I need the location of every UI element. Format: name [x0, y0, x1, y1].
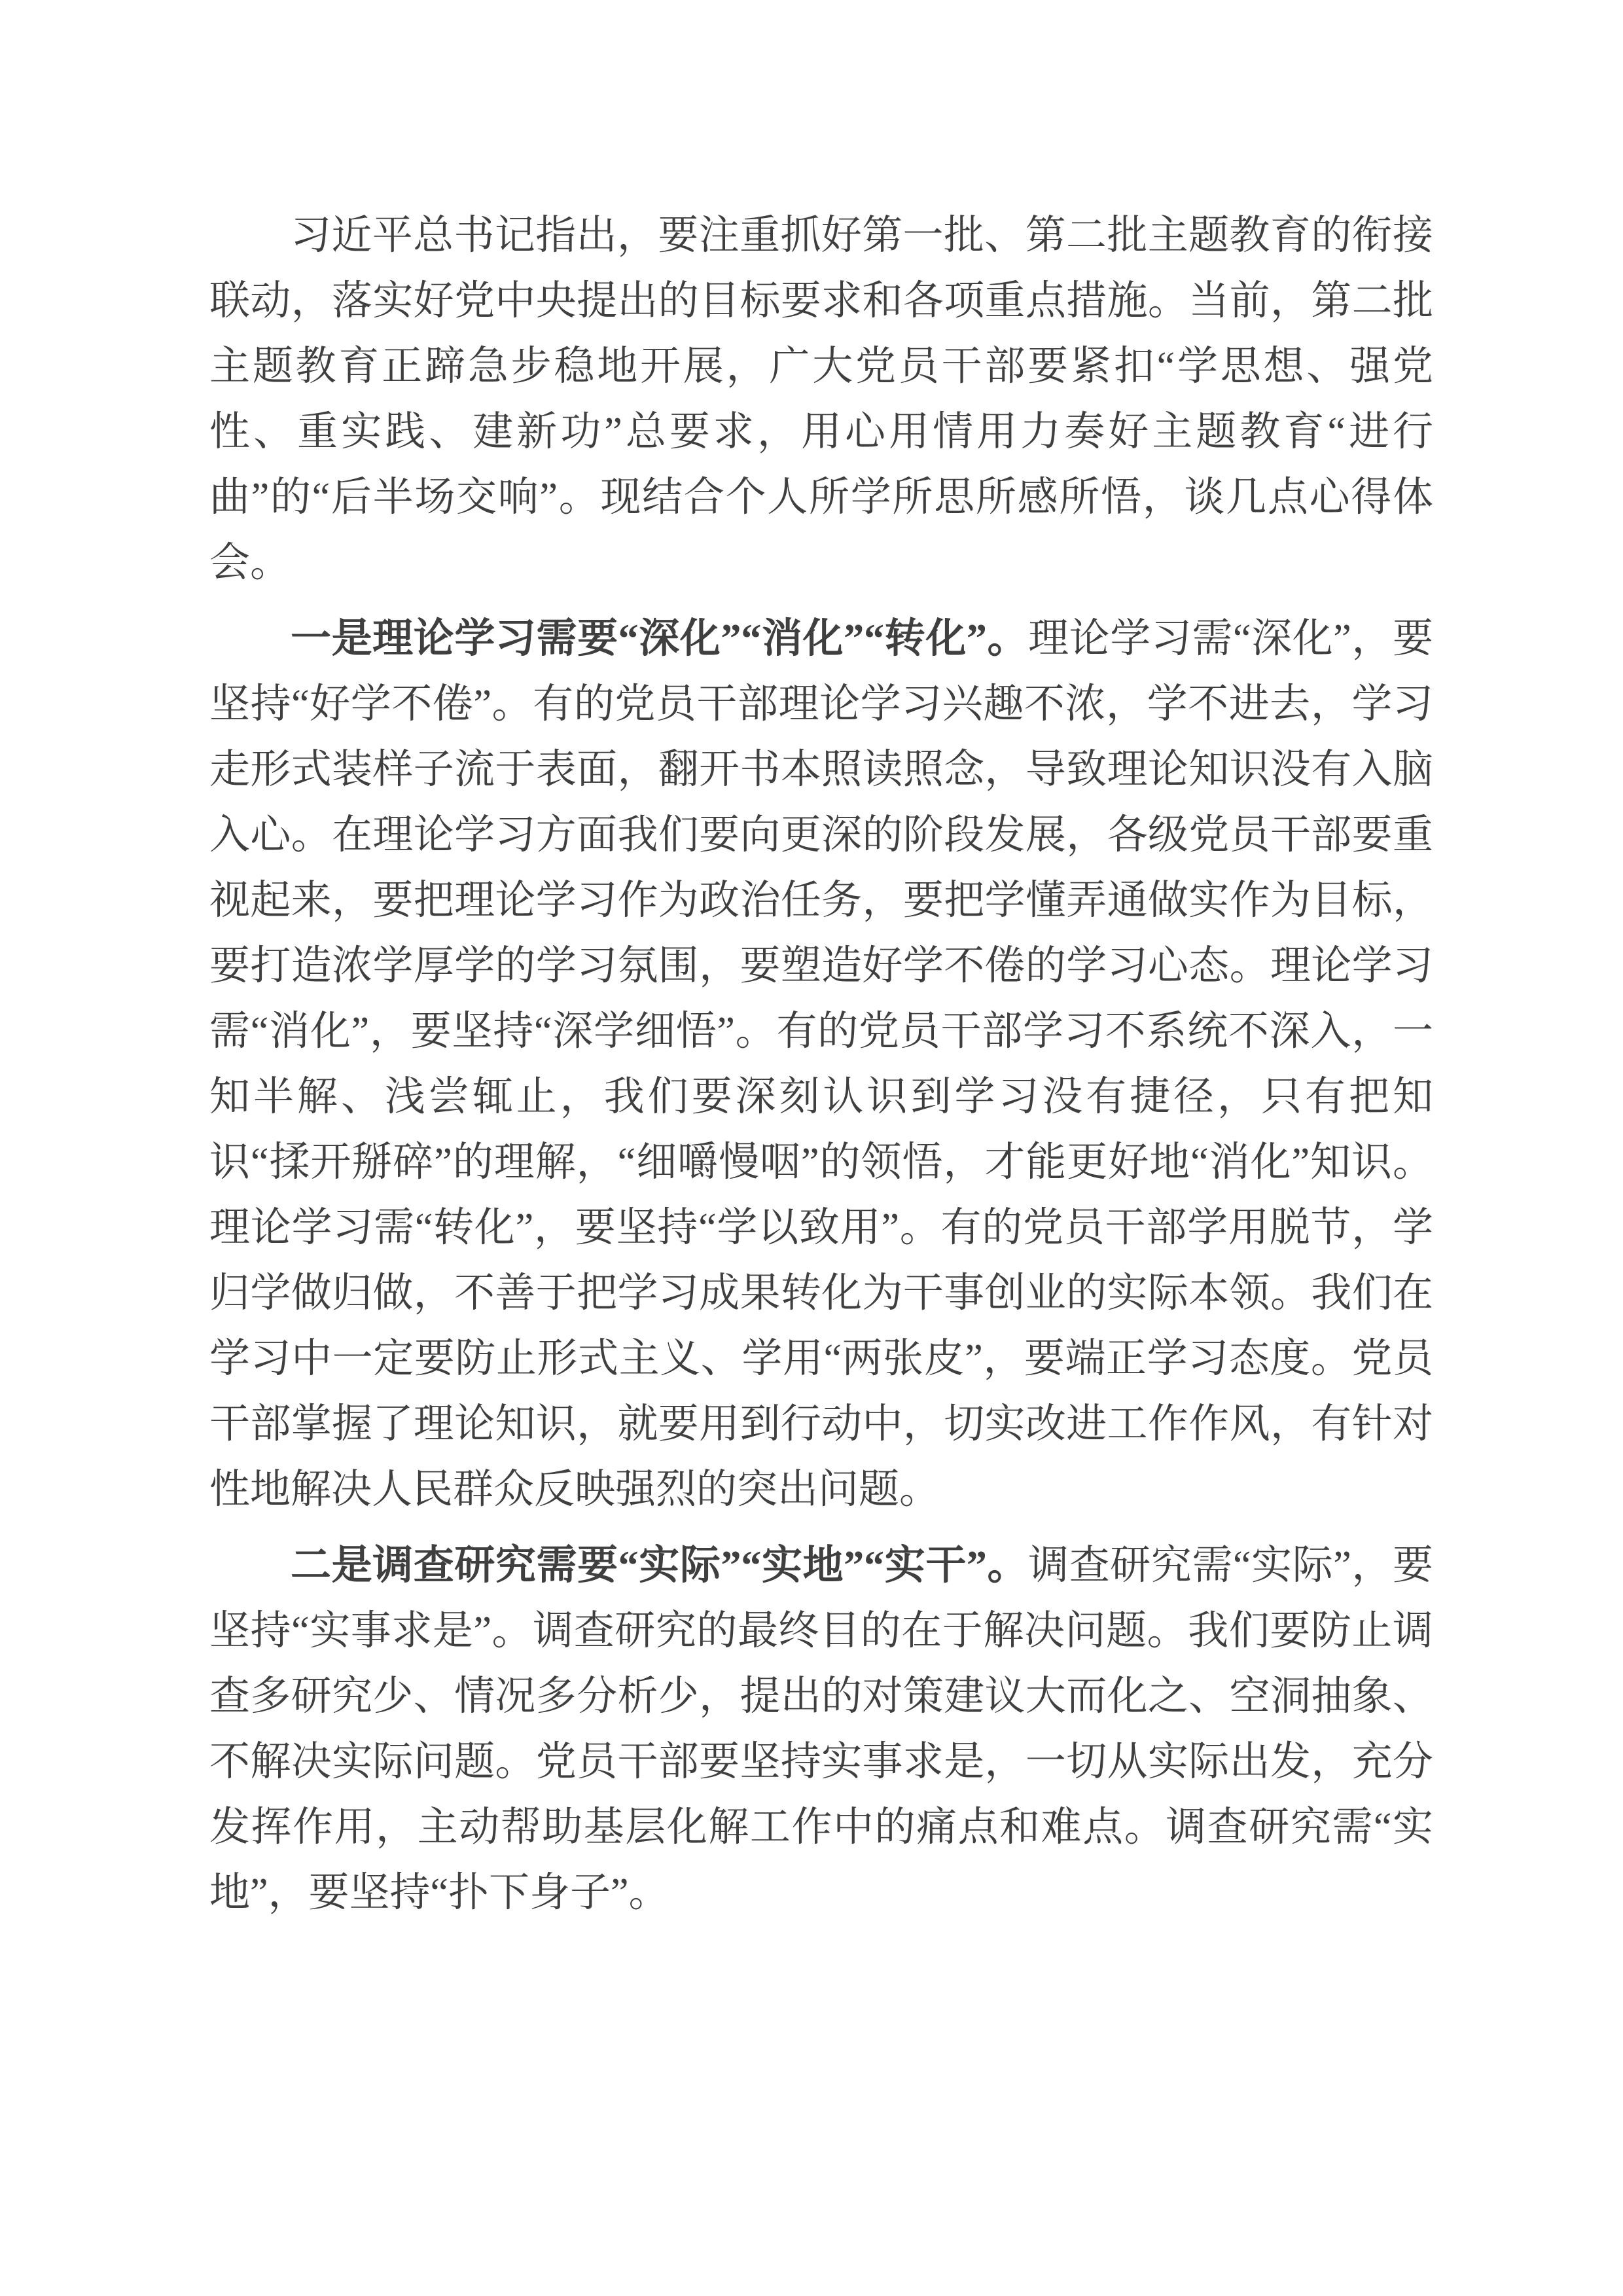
paragraph-intro: [209, 203, 1433, 596]
paragraph-point-one-bold-lead: 一是理论学习需要“深化”“消化”“转化”。: [291, 617, 1029, 661]
paragraph-point-two-text: 调查研究需“实际”，要坚持“实事求是”。调查研究的最终目的在于解决问题。我们要防止调查多研究少、情况多分析少，提出的对策建议大而化之、空洞抽象、不解决实际问题。党员干部要坚持实事求是，一切从实际出发，充分发挥作用，主动帮助基层化解工作中的痛点和难点。调查研究需“实地”，要坚持“扑下身子”。: [209, 1543, 1433, 1915]
paragraph-point-two-bold-lead: 二是调查研究需要“实际”“实地”“实干”。: [291, 1543, 1029, 1588]
paragraph-point-two: [209, 1533, 1433, 1926]
paragraph-intro-text: 习近平总书记指出，要注重抓好第一批、第二批主题教育的衔接联动，落实好党中央提出的目标要求和各项重点措施。当前，第二批主题教育正蹄急步稳地开展，广大党员干部要紧扣“学思想、强党性、重实践、建新功”总要求，用心用情用力奏好主题教育“进行曲”的“后半场交响”。现结合个人所学所思所感所悟，谈几点心得体会。: [209, 213, 1433, 585]
paragraph-point-one: [209, 606, 1433, 1522]
paragraph-point-one-text: 理论学习需“深化”，要坚持“好学不倦”。有的党员干部理论学习兴趣不浓，学不进去，学习走形式装样子流于表面，翻开书本照读照念，导致理论知识没有入脑入心。在理论学习方面我们要向更深的阶段发展，各级党员干部要重视起来，要把理论学习作为政治任务，要把学懂弄通做实作为目标，要打造浓学厚学的学习氛围，要塑造好学不倦的学习心态。理论学习需“消化”，要坚持“深学细悟”。有的党员干部学习不系统不深入，一知半解、浅尝辄止，我们要深刻认识到学习没有捷径，只有把知识“揉开掰碎”的理解，“细嚼慢咽”的领悟，才能更好地“消化”知识。理论学习需“转化”，要坚持“学以致用”。有的党员干部学用脱节，学归学做归做，不善于把学习成果转化为干事创业的实际本领。我们在学习中一定要防止形式主义、学用“两张皮”，要端正学习态度。党员干部掌握了理论知识，就要用到行动中，切实改进工作作风，有针对性地解决人民群众反映强烈的突出问题。: [209, 617, 1433, 1512]
